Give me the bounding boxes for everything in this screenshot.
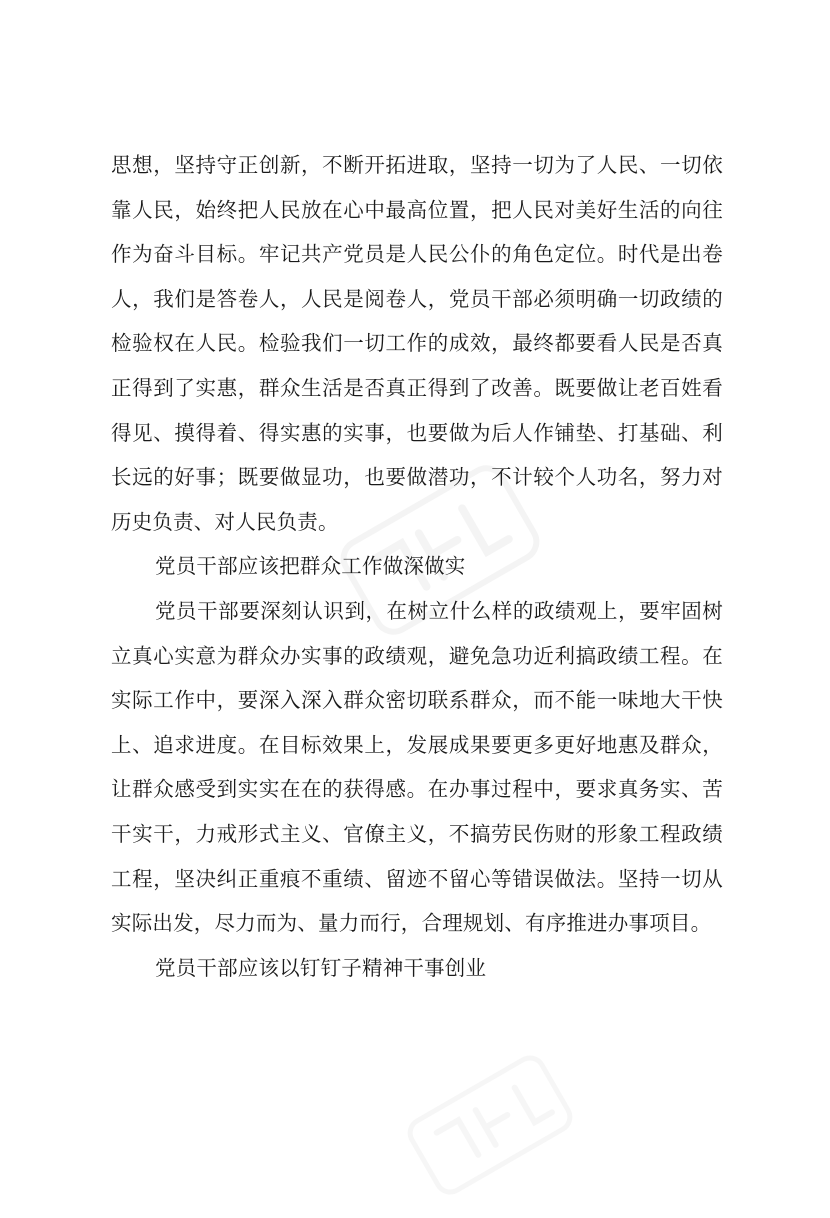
watermark-logo-bottom-icon <box>385 1032 596 1217</box>
section-heading-mass-work: 党员干部应该把群众工作做深做实 <box>155 554 466 579</box>
section-heading-nail-spirit: 党员干部应该以钉钉子精神干事创业 <box>155 955 487 980</box>
document-body <box>111 143 723 990</box>
paragraph-continuation: 思想，坚持守正创新，不断开拓进取，坚持一切为了人民、一切依靠人民，始终把人民放在心中最高位置，把人民对美好生活的向往作为奋斗目标。牢记共产党员是人民公仆的角色定位。时代是出卷人，我们是答卷人，人民是阅卷人，党员干部必须明确一切政绩的检验权在人民。检验我们一切工作的成效，最终都要看人民是否真正得到了实惠，群众生活是否真正得到了改善。既要做让老百姓看得见、摸得着、得实惠的实事，也要做为后人作铺垫、打基础、利长远的好事；既要做显功，也要做潜功，不计较个人功名，努力对历史负责、对人民负责。 <box>111 153 723 534</box>
paragraph-mass-work: 党员干部要深刻认识到，在树立什么样的政绩观上，要牢固树立真心实意为群众办实事的政绩观，避免急功近利搞政绩工程。在实际工作中，要深入深入群众密切联系群众，而不能一味地大干快上、追求进度。在目标效果上，发展成果要更多更好地惠及群众，让群众感受到实实在在的获得感。在办事过程中，要求真务实、苦干实干，力戒形式主义、官僚主义，不搞劳民伤财的形象工程政绩工程，坚决纠正重痕不重绩、留迹不留心等错误做法。坚持一切从实际出发，尽力而为、量力而行，合理规划、有序推进办事项目。 <box>111 598 723 936</box>
